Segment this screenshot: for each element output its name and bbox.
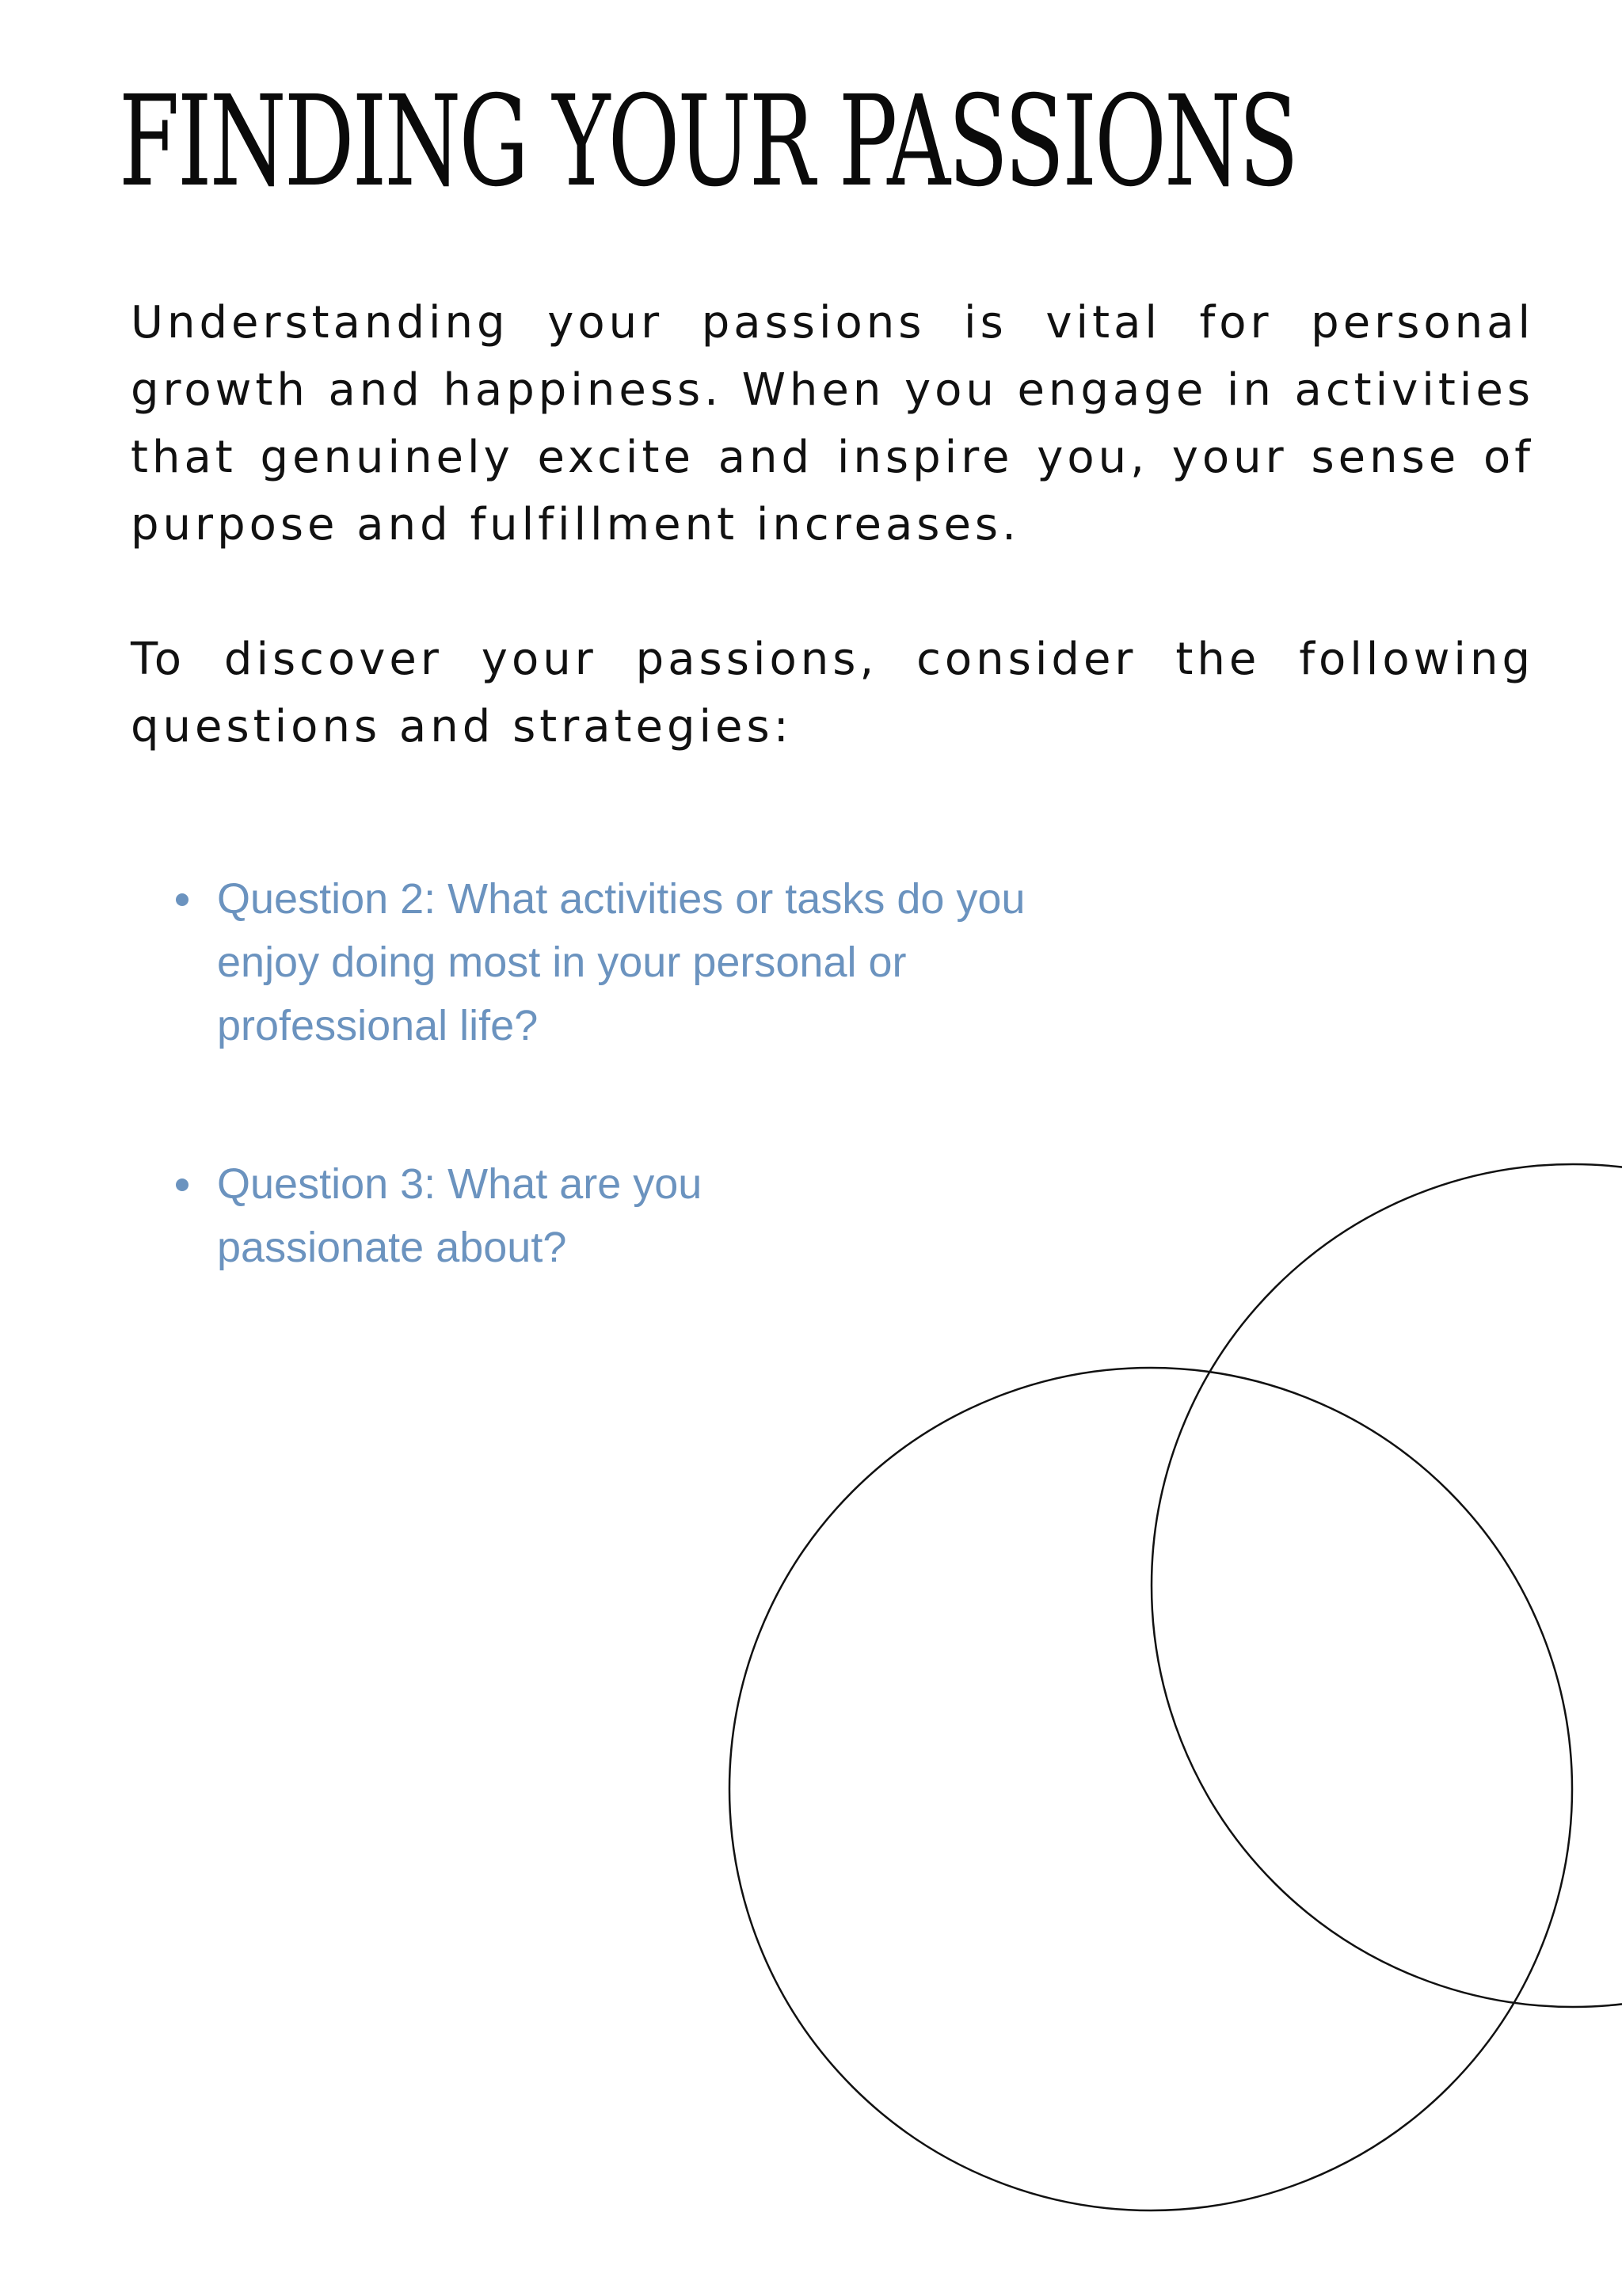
- list-item: [173, 867, 1033, 1057]
- large-circle-outline: [729, 1368, 1572, 2210]
- question-list: [173, 867, 1033, 1279]
- bullet-dot-icon: [176, 893, 188, 906]
- list-item: [173, 1152, 835, 1279]
- question-text: Question 2: What activities or tasks do you enjoy doing most in your personal or professional life?: [217, 875, 1026, 1049]
- right-circle-outline: [1152, 1164, 1622, 2007]
- question-text: Question 3: What are you passionate about?: [217, 1160, 702, 1271]
- page-title: FINDING YOUR PASSIONS: [119, 69, 1297, 215]
- strategy-paragraph: To discover your passions, consider the following questions and strategies:: [131, 634, 1534, 752]
- intro-paragraph: Understanding your passions is vital for personal growth and happiness. When you engage in activities that genuinely excite and inspire you, your sense of purpose and fulfillment increases.: [131, 297, 1534, 550]
- bullet-dot-icon: [176, 1178, 188, 1191]
